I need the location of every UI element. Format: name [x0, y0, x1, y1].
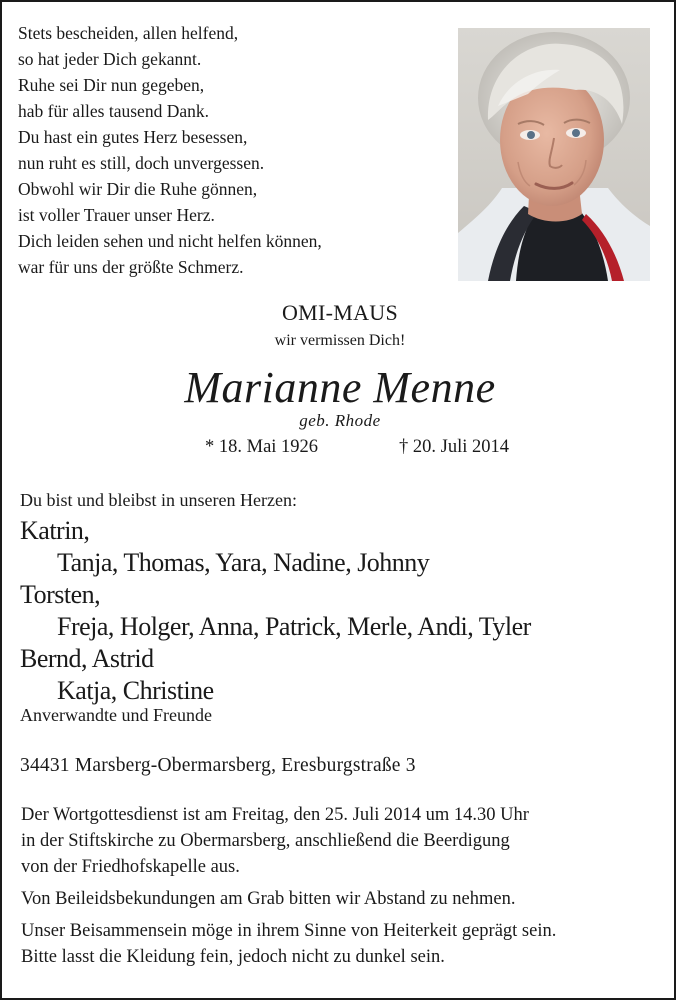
- poem-line: hab für alles tausend Dank.: [18, 101, 209, 121]
- poem-line: Stets bescheiden, allen helfend,: [18, 23, 239, 43]
- poem-line: ist voller Trauer unser Herz.: [18, 205, 215, 225]
- poem-line: Du hast ein gutes Herz besessen,: [18, 127, 248, 147]
- gathering-line: Bitte lasst die Kleidung fein, jedoch nicht zu dunkel sein.: [21, 947, 445, 967]
- death-date: † 20. Juli 2014: [399, 437, 509, 457]
- family-line: Bernd, Astrid: [20, 644, 154, 673]
- service-line: von der Friedhofskapelle aus.: [21, 857, 240, 877]
- family-line: Katrin,: [20, 516, 90, 545]
- nickname-heading: OMI-MAUS: [281, 300, 399, 325]
- service-info: [21, 802, 529, 880]
- relatives-line: Anverwandte und Freunde: [20, 705, 212, 725]
- memorial-poem: [18, 20, 322, 280]
- family-line: Torsten,: [20, 580, 101, 609]
- poem-line: Obwohl wir Dir die Ruhe gönnen,: [18, 179, 258, 199]
- service-line: in der Stiftskirche zu Obermarsberg, anschließend die Beerdigung: [21, 831, 510, 851]
- mourners-intro: Du bist und bleibst in unseren Herzen:: [20, 490, 297, 510]
- condolence-note: Von Beileidsbekundungen am Grab bitten wir Abstand zu nehmen.: [21, 889, 516, 909]
- poem-line: Dich leiden sehen und nicht helfen können,: [18, 231, 322, 251]
- birth-date: * 18. Mai 1926: [205, 437, 319, 457]
- gathering-note: [21, 918, 556, 970]
- poem-line: war für uns der größte Schmerz.: [18, 257, 244, 277]
- mourners-list: [20, 515, 531, 707]
- family-line: Freja, Holger, Anna, Patrick, Merle, Andi, Tyler: [57, 612, 531, 641]
- maiden-name: geb. Rhode: [299, 411, 381, 430]
- family-line: Katja, Christine: [57, 676, 214, 705]
- poem-line: nun ruht es still, doch unvergessen.: [18, 153, 265, 173]
- poem-line: Ruhe sei Dir nun gegeben,: [18, 75, 205, 95]
- gathering-line: Unser Beisammensein möge in ihrem Sinne von Heiterkeit geprägt sein.: [21, 921, 557, 941]
- family-line: Tanja, Thomas, Yara, Nadine, Johnny: [57, 548, 430, 577]
- deceased-name: Marianne Menne: [184, 363, 496, 412]
- service-line: Der Wortgottesdienst ist am Freitag, den 25. Juli 2014 um 14.30 Uhr: [21, 805, 529, 825]
- portrait-photo: [458, 28, 650, 281]
- tagline: wir vermissen Dich!: [274, 332, 406, 349]
- address: 34431 Marsberg-Obermarsberg, Eresburgstraße 3: [20, 755, 416, 776]
- poem-line: so hat jeder Dich gekannt.: [18, 49, 202, 69]
